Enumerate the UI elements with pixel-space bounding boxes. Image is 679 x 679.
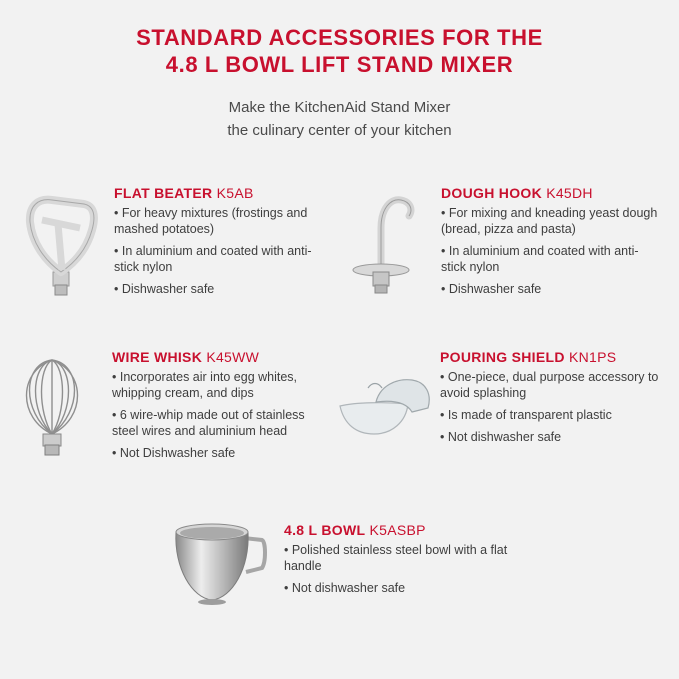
bullet: • In aluminium and coated with anti-stick nylon [441, 244, 639, 274]
subtitle-line-1: Make the KitchenAid Stand Mixer [228, 99, 451, 116]
bullet: • For heavy mixtures (frostings and mashed potatoes) [114, 206, 308, 236]
bullet: • Incorporates air into egg whites, whipping cream, and dips [112, 370, 298, 400]
item-name: POURING SHIELD [440, 349, 565, 365]
item-name: WIRE WHISK [112, 349, 203, 365]
bullet: • Dishwasher safe [441, 282, 542, 296]
subtitle-line-2: the culinary center of your kitchen [227, 122, 452, 139]
bullet: • In aluminium and coated with anti-stick nylon [114, 244, 312, 274]
dough-hook-card [441, 184, 663, 303]
bullet: • One-piece, dual purpose accessory to avoid splashing [440, 370, 659, 400]
bullet: • Not dishwasher safe [284, 581, 406, 595]
bullet: • Dishwasher safe [114, 282, 215, 296]
item-name: 4.8 L BOWL [284, 522, 366, 538]
bullet: • Polished stainless steel bowl with a flat handle [284, 543, 508, 573]
wire-whisk-card [112, 348, 324, 467]
title-line-2: 4.8 L BOWL LIFT STAND MIXER [165, 52, 514, 77]
pouring-shield-card [440, 348, 670, 451]
page-title [0, 24, 679, 78]
flat-beater-image [22, 190, 98, 300]
bullet: • For mixing and kneading yeast dough (bread, pizza and pasta) [441, 206, 658, 236]
title-line-1: STANDARD ACCESSORIES FOR THE [136, 25, 543, 50]
wire-whisk-image [16, 352, 102, 464]
dough-hook-image [345, 188, 430, 298]
bullet: • Not Dishwasher safe [112, 446, 236, 460]
bullet: • Is made of transparent plastic [440, 408, 612, 422]
page-subtitle [0, 96, 679, 142]
bullet: • 6 wire-whip made out of stainless steel wires and aluminium head [112, 408, 305, 438]
item-code: K45WW [206, 349, 260, 365]
pouring-shield-image [336, 372, 434, 442]
bowl-card [284, 521, 524, 602]
flat-beater-card [114, 184, 319, 303]
item-name: FLAT BEATER [114, 185, 213, 201]
item-code: K5AB [216, 185, 254, 201]
bullet: • Not dishwasher safe [440, 430, 562, 444]
item-code: K45DH [546, 185, 593, 201]
item-code: KN1PS [568, 349, 617, 365]
item-name: DOUGH HOOK [441, 185, 542, 201]
bowl-image [168, 518, 268, 606]
item-code: K5ASBP [369, 522, 426, 538]
